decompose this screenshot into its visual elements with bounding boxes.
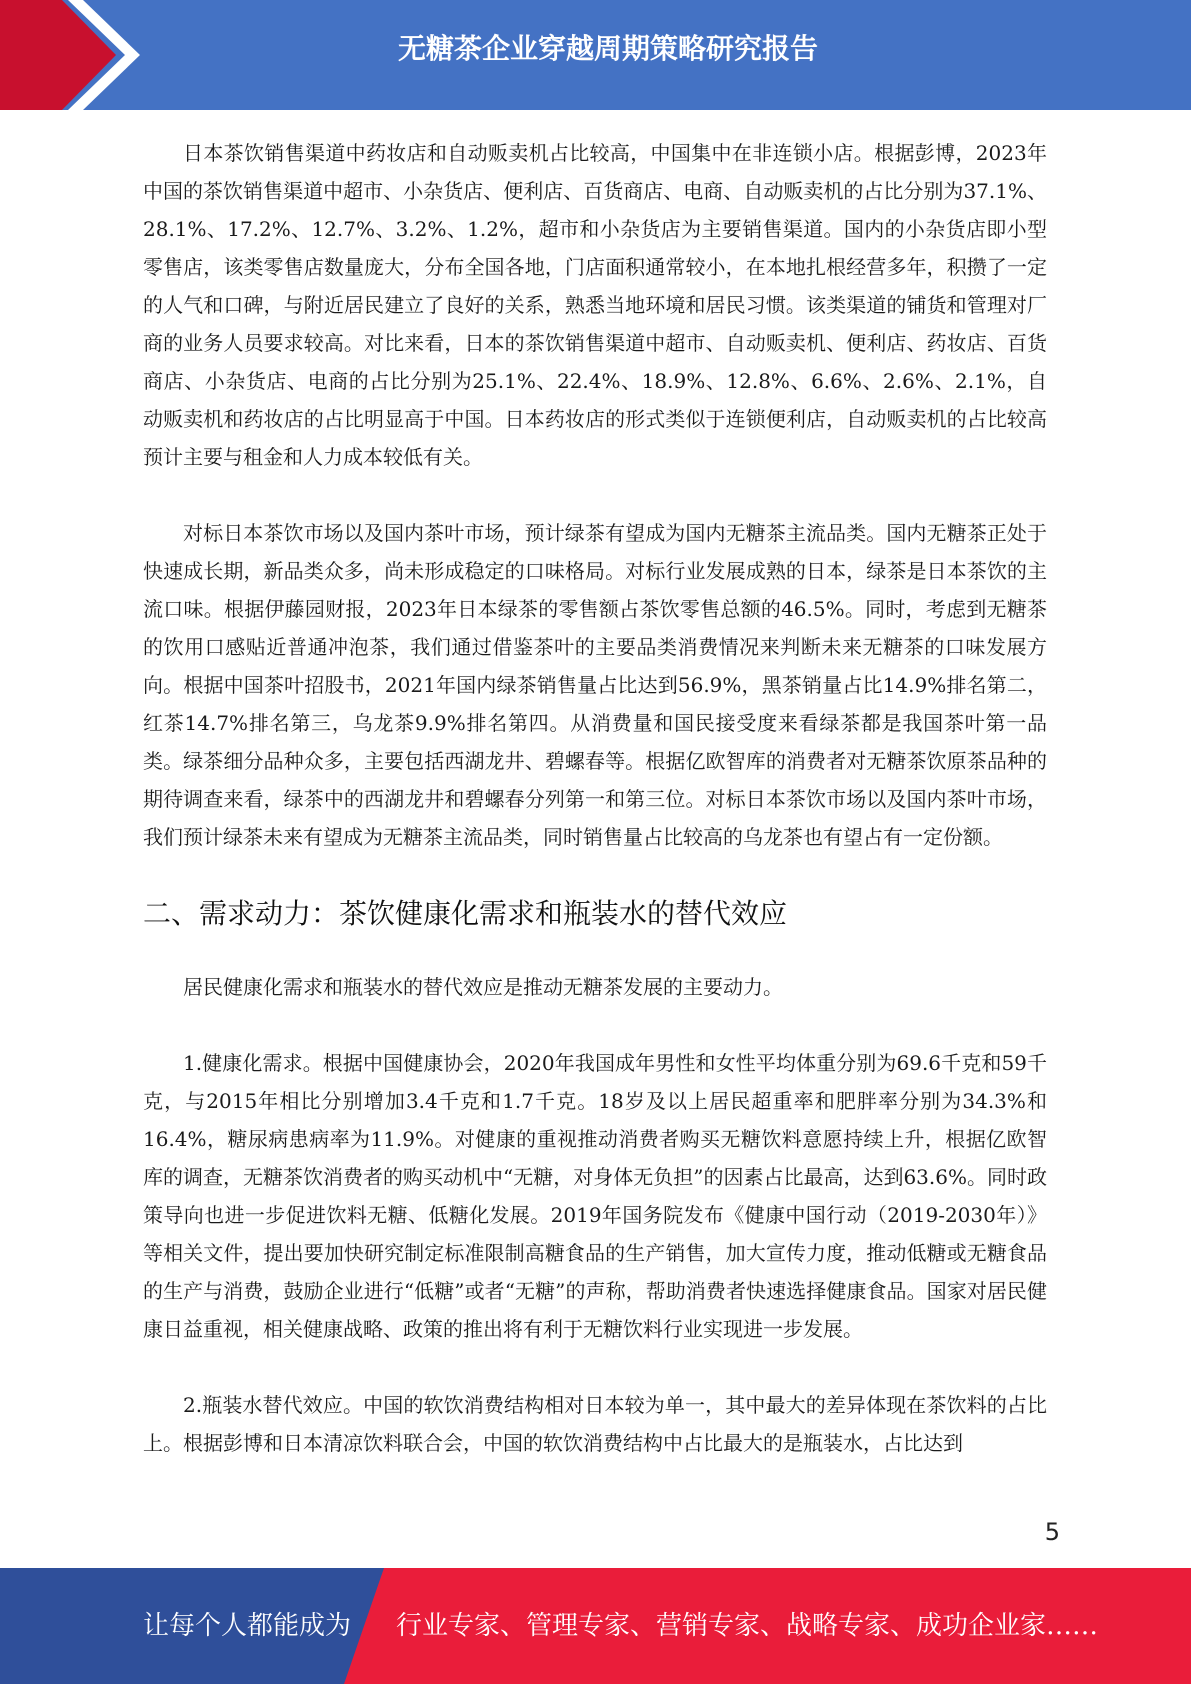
- footer-slogan-right: 行业专家、管理专家、营销专家、战略专家、成功企业家……: [396, 1611, 1099, 1641]
- main-content: [143, 134, 1047, 1500]
- section-heading: 二、需求动力：茶饮健康化需求和瓶装水的替代效应: [143, 897, 788, 930]
- paragraph-demand-intro: 居民健康化需求和瓶装水的替代效应是推动无糖茶发展的主要动力。: [183, 975, 783, 999]
- paragraph-green-tea-outlook: 对标日本茶饮市场以及国内茶叶市场，预计绿茶有望成为国内无糖茶主流品类。国内无糖茶正处于快速成长期，新品类众多，尚未形成稳定的口味格局。对标行业发展成熟的日本，绿茶是日本茶饮的主流口味。根据伊藤园财报，2023年日本绿茶的零售额占茶饮零售总额的46.5%。同时，考虑到无糖茶的饮用口感贴近普通冲泡茶，我们通过借鉴茶叶的主要品类消费情况来判断未来无糖茶的口味发展方向。根据中国茶叶招股书，2021年国内绿茶销售量占比达到56.9%，黑茶销量占比14.9%排名第二，红茶14.7%排名第三，乌龙茶9.9%排名第四。从消费量和国民接受度来看绿茶都是我国茶叶第一品类。绿茶细分品种众多，主要包括西湖龙井、碧螺春等。根据亿欧智库的消费者对无糖茶饮原茶品种的期待调查来看，绿茶中的西湖龙井和碧螺春分列第一和第三位。对标日本茶饮市场以及国内茶叶市场，我们预计绿茶未来有望成为无糖茶主流品类，同时销售量占比较高的乌龙茶也有望占有一定份额。: [143, 521, 1047, 849]
- footer-slogan-left: 让每个人都能成为: [143, 1611, 352, 1641]
- page-number: 5: [1044, 1518, 1060, 1546]
- page-header: [0, 0, 1191, 110]
- paragraph-channel-comparison: 日本茶饮销售渠道中药妆店和自动贩卖机占比较高，中国集中在非连锁小店。根据彭博，2023年中国的茶饮销售渠道中超市、小杂货店、便利店、百货商店、电商、自动贩卖机的占比分别为37.1%、28.1%、17.2%、12.7%、3.2%、1.2%，超市和小杂货店为主要销售渠道。国内的小杂货店即小型零售店，该类零售店数量庞大，分布全国各地，门店面积通常较小，在本地扎根经营多年，积攒了一定的人气和口碑，与附近居民建立了良好的关系，熟悉当地环境和居民习惯。该类渠道的铺货和管理对厂商的业务人员要求较高。对比来看，日本的茶饮销售渠道中超市、自动贩卖机、便利店、药妆店、百货商店、小杂货店、电商的占比分别为25.1%、22.4%、18.9%、12.8%、6.6%、2.6%、2.1%，自动贩卖机和药妆店的占比明显高于中国。日本药妆店的形式类似于连锁便利店，自动贩卖机的占比较高预计主要与租金和人力成本较低有关。: [143, 141, 1047, 469]
- report-title: 无糖茶企业穿越周期策略研究报告: [397, 32, 818, 65]
- paragraph-health-demand: 1.健康化需求。根据中国健康协会，2020年我国成年男性和女性平均体重分别为69.6千克和59千克，与2015年相比分别增加3.4千克和1.7千克。18岁及以上居民超重率和肥胖率分别为34.3%和16.4%，糖尿病患病率为11.9%。对健康的重视推动消费者购买无糖饮料意愿持续上升，根据亿欧智库的调查，无糖茶饮消费者的购买动机中“无糖，对身体无负担”的因素占比最高，达到63.6%。同时政策导向也进一步促进饮料无糖、低糖化发展。2019年国务院发布《健康中国行动（2019-2030年）》等相关文件，提出要加快研究制定标准限制高糖食品的生产销售，加大宣传力度，推动低糖或无糖食品的生产与消费，鼓励企业进行“低糖”或者“无糖”的声称，帮助消费者快速选择健康食品。国家对居民健康日益重视，相关健康战略、政策的推出将有利于无糖饮料行业实现进一步发展。: [143, 1051, 1047, 1341]
- page-footer: [0, 1568, 1191, 1684]
- paragraph-bottled-water: 2.瓶装水替代效应。中国的软饮消费结构相对日本较为单一，其中最大的差异体现在茶饮料的占比上。根据彭博和日本清凉饮料联合会，中国的软饮消费结构中占比最大的是瓶装水，占比达到: [143, 1393, 1047, 1455]
